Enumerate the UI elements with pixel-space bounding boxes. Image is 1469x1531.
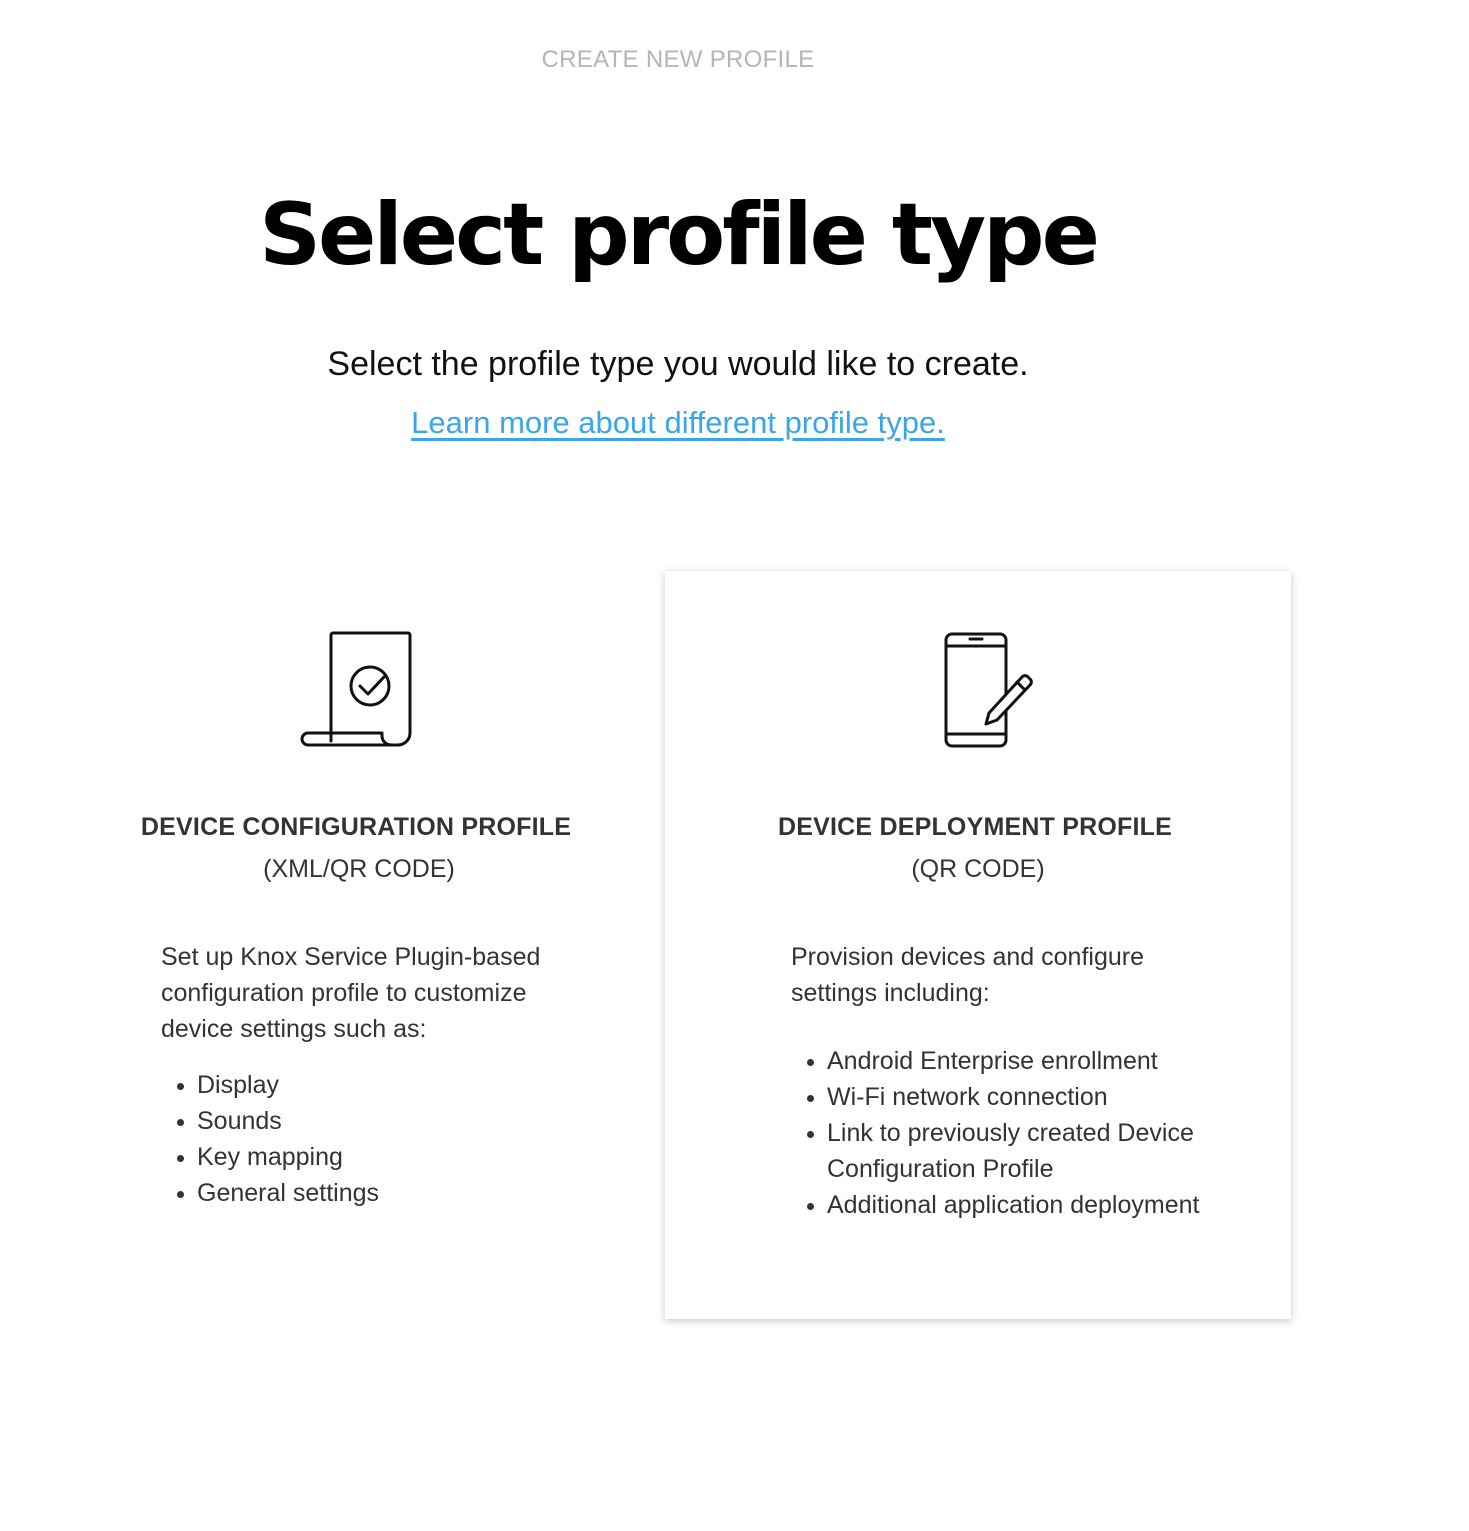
phone-pen-icon (909, 629, 1039, 759)
card-title: DEVICE DEPLOYMENT PROFILE (778, 813, 1172, 841)
list-item: • Link to previously created Device Configuration Profile (827, 1115, 1267, 1187)
device-configuration-profile-card[interactable] (46, 571, 672, 1319)
list-item: • Display (197, 1067, 617, 1103)
card-description: Provision devices and configure settings including: (791, 943, 1144, 1007)
device-deployment-profile-card[interactable] (665, 571, 1291, 1319)
list-item: • Sounds (197, 1103, 617, 1139)
learn-more-link[interactable]: Learn more about different profile type. (411, 405, 945, 440)
feature-list (791, 1043, 1267, 1223)
feature-list (161, 1067, 617, 1211)
list-item: • Wi-Fi network connection (827, 1079, 1267, 1115)
list-item: • Key mapping (197, 1139, 617, 1175)
document-check-icon (294, 629, 424, 759)
page-subtitle: Select the profile type you would like to create. (327, 345, 1029, 383)
list-item: • Additional application deployment (827, 1187, 1267, 1223)
card-description: Set up Knox Service Plugin-based configuration profile to customize device settings such as: (161, 943, 541, 1043)
list-item: • General settings (197, 1175, 617, 1211)
list-item: • Android Enterprise enrollment (827, 1043, 1267, 1079)
page-title: Select profile type (259, 185, 1097, 285)
card-title: DEVICE CONFIGURATION PROFILE (140, 813, 572, 841)
breadcrumb: CREATE NEW PROFILE (541, 46, 815, 73)
card-type: (QR CODE) (911, 855, 1045, 883)
card-type: (XML/QR CODE) (263, 855, 455, 883)
learn-more-container (0, 405, 1356, 441)
